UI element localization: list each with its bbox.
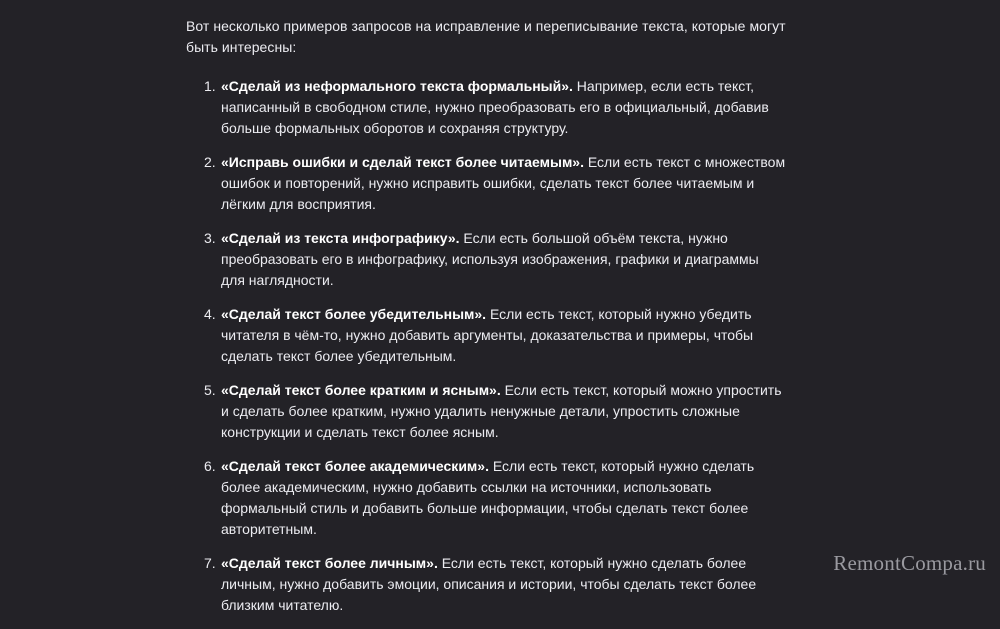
list-item-title: «Исправь ошибки и сделай текст более читаемым». <box>221 154 584 170</box>
list-item <box>186 152 786 215</box>
list-item-number: 2. <box>204 154 216 170</box>
list-item-title: «Сделай текст более убедительным». <box>221 306 487 322</box>
examples-list <box>186 76 786 616</box>
list-item <box>186 304 786 367</box>
list-item-text: Если есть текст, который нужно сделать более личным, нужно добавить эмоции, описания и истории, чтобы сделать текст более близким читателю. <box>221 555 757 613</box>
list-item-title: «Сделай текст более личным». <box>221 555 438 571</box>
list-item-text: Если есть большой объём текста, нужно преобразовать его в инфографику, используя изображения, графики и диаграммы для наглядности. <box>221 230 759 288</box>
list-item <box>186 380 786 443</box>
list-item <box>186 553 786 616</box>
list-item-text: Если есть текст, который нужно убедить читателя в чём-то, нужно добавить аргументы, доказательства и примеры, чтобы сделать текст более убедительным. <box>221 306 754 364</box>
list-item-number: 6. <box>204 458 216 474</box>
list-item-title: «Сделай из неформального текста формальный». <box>221 78 573 94</box>
watermark: RemontCompa.ru <box>833 551 986 575</box>
list-item-text: Если есть текст, который нужно сделать более академическим, нужно добавить ссылки на источники, использовать формальный стиль и добавить больше информации, чтобы сделать текст более авторитетным. <box>221 458 755 537</box>
chat-response <box>186 16 786 629</box>
list-item-title: «Сделай текст более академическим». <box>221 458 489 474</box>
list-item <box>186 456 786 540</box>
list-item-number: 3. <box>204 230 216 246</box>
list-item-text: Если есть текст, который можно упростить и сделать более кратким, нужно удалить ненужные детали, упростить сложные конструкции и сделать текст более ясным. <box>221 382 782 440</box>
list-item-number: 1. <box>204 78 216 94</box>
list-item-title: «Сделай из текста инфографику». <box>221 230 460 246</box>
response-intro: Вот несколько примеров запросов на исправление и переписывание текста, которые могут быть интересны: <box>186 18 786 55</box>
list-item-number: 5. <box>204 382 216 398</box>
list-item-title: «Сделай текст более кратким и ясным». <box>221 382 501 398</box>
list-item-text: Например, если есть текст, написанный в свободном стиле, нужно преобразовать его в официальный, добавив больше формальных оборотов и сохраняя структуру. <box>221 78 769 136</box>
list-item <box>186 228 786 291</box>
list-item-number: 4. <box>204 306 216 322</box>
list-item <box>186 76 786 139</box>
list-item-text: Если есть текст с множеством ошибок и повторений, нужно исправить ошибки, сделать текст более читаемым и лёгким для восприятия. <box>221 154 786 212</box>
list-item-number: 7. <box>204 555 216 571</box>
